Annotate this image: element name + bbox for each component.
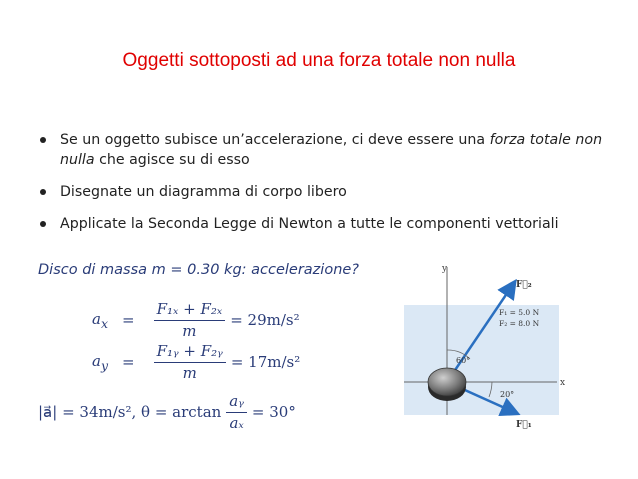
fraction [154,342,226,382]
bullet-item [38,182,608,202]
eq-magnitude-text: |a⃗| = 34m/s², θ = arctan [38,403,222,421]
equation-ay: $a_y$ = $\frac{\text{F₁ᵧ + F₂ᵧ}}{m}$ = 17m/s² [92,342,301,382]
f1-value: F₁ = 5.0 N [499,308,540,317]
fraction-denominator: m [182,364,197,382]
eq-lhs: $a_x$ [92,309,109,331]
x-axis-label: x [560,378,566,388]
bullet-text: Disegnate un diagramma di corpo libero [60,184,347,200]
eq-result: = 17m/s² [230,353,301,371]
bullet-text: Applicate la Seconda Legge di Newton a tutte le componenti vettoriali [60,216,559,232]
free-body-diagram [392,255,582,440]
angle-20-label: 20° [500,390,515,399]
equation-ax: $a_x$ = $\frac{\text{F₁ₓ + F₂ₓ}}{m}$ = 29m/s² [92,300,300,340]
f2-value: F₂ = 8.0 N [499,319,540,328]
fraction-denominator: m [182,322,197,340]
y-axis-label: y [442,264,448,274]
fraction-denominator: aₓ [229,414,244,432]
eq-lhs: $a_y$ [92,351,109,373]
f2-label: F⃗₂ [516,280,532,290]
fraction-numerator: aᵧ [226,392,247,413]
equation-magnitude [38,392,296,432]
fraction-numerator: F₁ₓ + F₂ₓ [154,300,226,321]
bullet-text-suffix: che agisce su di esso [94,152,250,168]
fraction [154,300,226,340]
fraction [226,392,247,432]
problem-statement: Disco di massa m = 0.30 kg: accelerazione? [38,262,360,278]
bullet-item [38,130,608,170]
eq-result: = 29m/s² [230,311,300,329]
angle-60-label: 60° [456,356,471,365]
slide-title: Oggetti sottoposti ad una forza totale non nulla [122,50,516,71]
bullet-emphasis: forza totale non nulla [60,132,603,168]
f1-label: F⃗₁ [516,420,532,430]
eq-result: = 30° [251,403,296,421]
bullet-item [38,214,608,234]
bullet-text: Se un oggetto subisce un’accelerazione, ci deve essere una [60,132,490,148]
fraction-numerator: F₁ᵧ + F₂ᵧ [154,342,226,363]
bullet-list [38,130,608,246]
puck-disk [428,368,466,396]
